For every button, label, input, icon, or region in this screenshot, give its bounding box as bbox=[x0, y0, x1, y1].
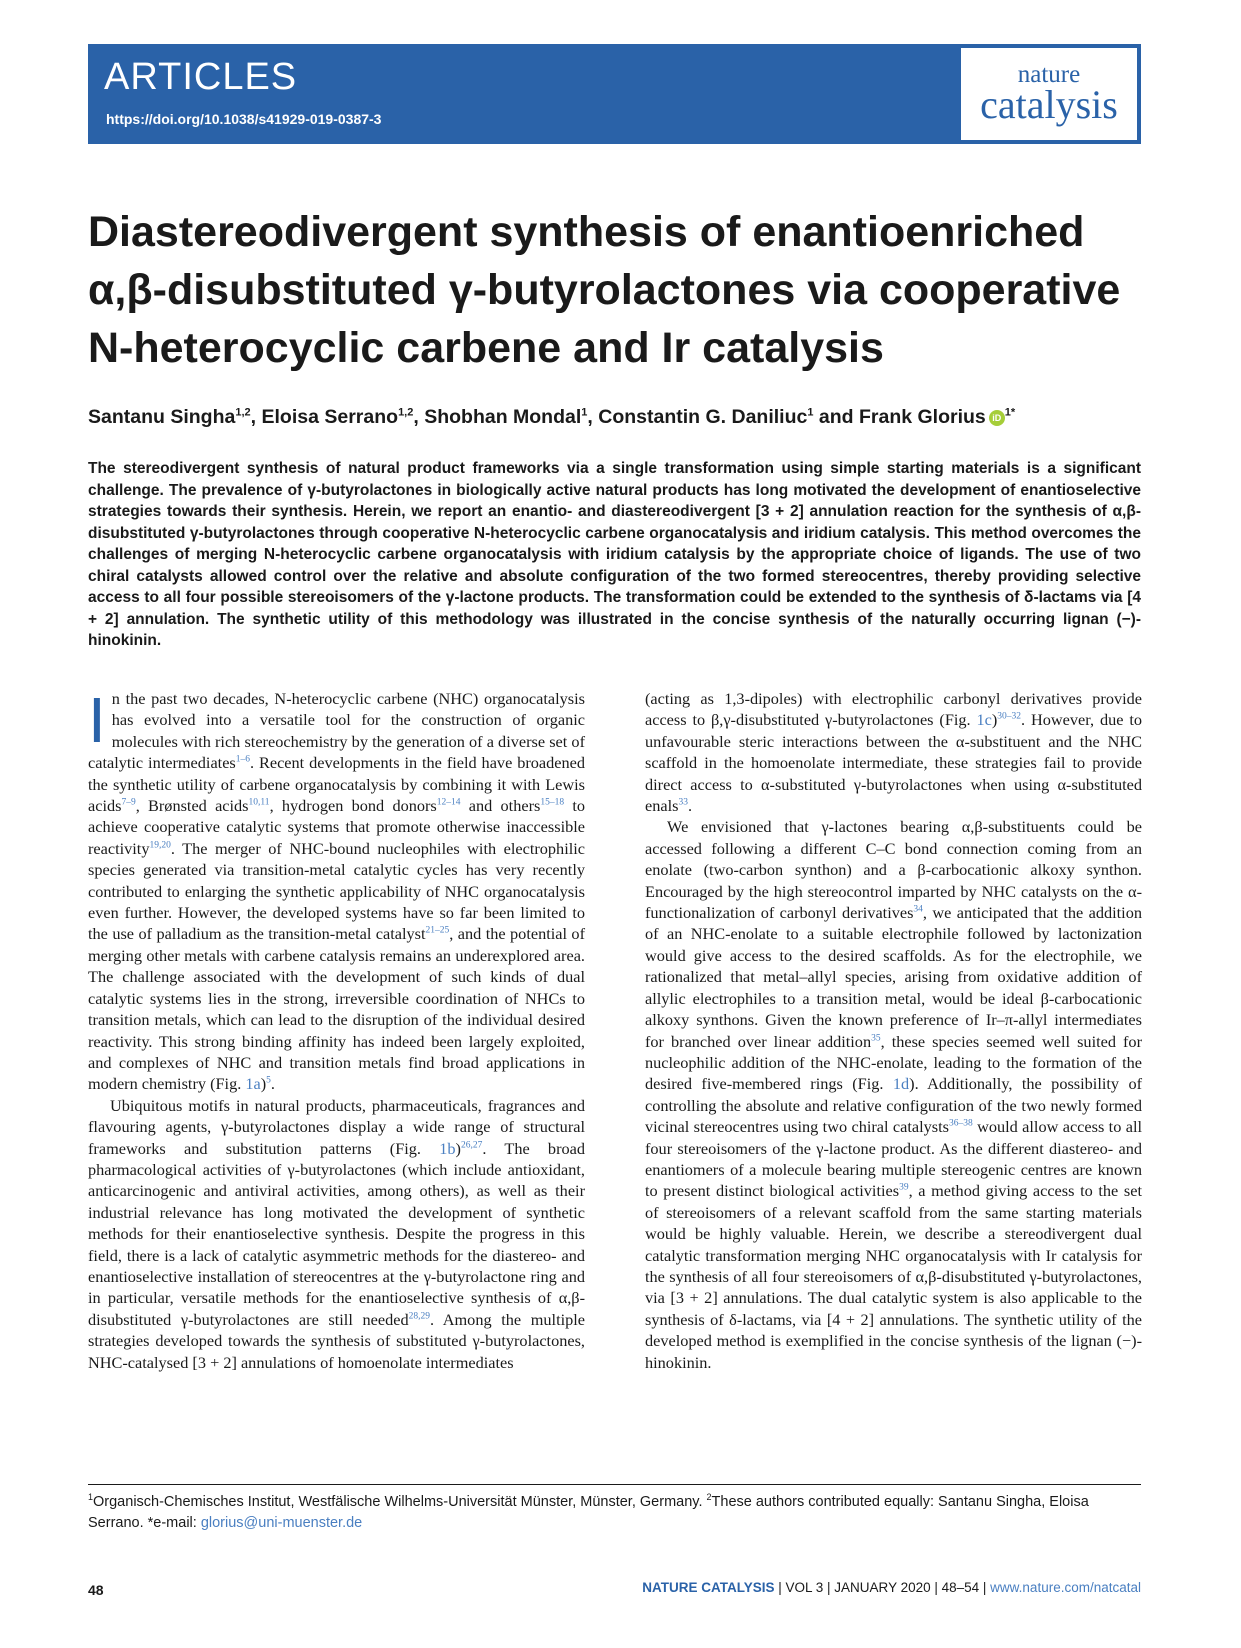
body-column-left bbox=[88, 684, 586, 1373]
body-text: and others bbox=[460, 796, 541, 816]
body-text: ). Additionally, the possibility of controlling the absolute and relative configuration of the two newly formed vicinal stereocentres using two chiral catalysts bbox=[645, 1074, 1143, 1137]
figure-link[interactable]: 1b bbox=[439, 1138, 456, 1158]
citation-ref[interactable]: 30–32 bbox=[997, 711, 1022, 722]
citation-ref[interactable]: 28,29 bbox=[408, 1311, 430, 1322]
body-text: n the past two decades, N-heterocyclic carbene (NHC) organocatalysis has evolved into a versatile tool for the construction of organic molecules with rich stereochemistry by the generation of a diverse set of catalytic intermediates bbox=[88, 689, 585, 773]
body-text: We envisioned that γ-lactones bearing α,β-substituents could be accessed following a different C–C bond connection coming from an enolate (two-carbon synthon) and a β-carbocationic alkoxy synthon. Encouraged by the high stereocontrol imparted by NHC catalysts on the α-functionalization of carbonyl derivatives bbox=[645, 817, 1142, 923]
author-affiliation: 1,2 bbox=[398, 406, 414, 419]
footnote-divider bbox=[88, 1484, 1141, 1485]
author-name: Santanu Singha bbox=[88, 406, 236, 428]
doi-link[interactable]: https://doi.org/10.1038/s41929-019-0387-3 bbox=[106, 111, 382, 127]
affiliation-footnote bbox=[88, 1492, 1141, 1534]
body-text: . Among the multiple strategies developed towards the synthesis of substituted γ-butyrolactones, NHC-catalysed [3 + 2] annulations of homoenolate intermediates bbox=[88, 1309, 586, 1372]
body-text: ) bbox=[455, 1138, 461, 1158]
citation-ref[interactable]: 34 bbox=[913, 904, 923, 915]
body-text: ) bbox=[260, 1074, 267, 1094]
author-name: Constantin G. Daniliuc bbox=[598, 406, 808, 428]
page-number: 48 bbox=[88, 1582, 104, 1598]
author-name: Frank Glorius bbox=[858, 406, 986, 428]
body-text: . However, due to unfavourable steric interactions between the α-substituent and the NHC scaffold in the homoenolate intermediate, these strategies fail to provide direct access to α-substituted γ-butyrolactones when using α-substituted enals bbox=[645, 710, 1143, 816]
body-text: (acting as 1,3-dipoles) with electrophilic carbonyl derivatives provide access to β,γ-disubstituted γ-butyrolactones (Fig. bbox=[645, 689, 1142, 730]
body-text: . bbox=[270, 1074, 275, 1094]
author-name: Eloisa Serrano bbox=[261, 406, 399, 428]
figure-link[interactable]: 1c bbox=[976, 710, 992, 730]
citation-ref[interactable]: 12–14 bbox=[436, 797, 461, 808]
citation-ref[interactable]: 15–18 bbox=[540, 797, 565, 808]
email-link[interactable]: glorius@uni-muenster.de bbox=[200, 1515, 363, 1531]
citation-ref[interactable]: 1–6 bbox=[235, 754, 251, 765]
author-affiliation: 1 bbox=[581, 406, 588, 419]
body-text: , these species seemed well suited for nucleophilic addition of the NHC-enolate, leading to the formation of the desired five-membered rings (Fig. bbox=[645, 1031, 1142, 1094]
body-paragraph bbox=[645, 688, 1142, 816]
body-text: , and the potential of merging other metals with carbene catalysis remains an underexplored area. The challenge associated with the development of such kinds of dual catalytic systems lies in the strong, irreversible coordination of NHCs to transition metals, which can lead to the disruption of the individual desired reactivity. This strong binding affinity has indeed been largely exploited, and complexes of NHC and transition metals find broad applications in modern chemistry (Fig. bbox=[88, 924, 585, 1094]
author-affiliation: 1* bbox=[1004, 406, 1016, 419]
figure-link[interactable]: 1d bbox=[892, 1074, 910, 1094]
body-paragraph bbox=[88, 684, 586, 1095]
affiliation-text: Organisch-Chemisches Institut, Westfälische Wilhelms-Universität Münster, Münster, Germany. bbox=[93, 1494, 707, 1510]
author-affiliation: 1 bbox=[807, 406, 814, 419]
body-text: , hydrogen bond donors bbox=[269, 796, 437, 816]
body-text: . The broad pharmacological activities of γ-butyrolactones (which include antioxidant, anticarcinogenic and antiviral activities, among others), as well as their industrial relevance has long motivated the development of synthetic methods for their enantioselective synthesis. Despite the progress in this field, there is a lack of catalytic asymmetric methods for the diastereo- and enantioselective installation of stereocentres at the γ-butyrolactone ring and in particular, versatile methods for the enantioselective synthesis of α,β-disubstituted γ-butyrolactones are still needed bbox=[88, 1138, 585, 1329]
article-banner bbox=[88, 44, 1141, 144]
journal-footer bbox=[642, 1580, 1141, 1595]
logo-text-catalysis: catalysis bbox=[980, 82, 1118, 127]
issue-details: | VOL 3 | JANUARY 2020 | 48–54 | bbox=[774, 1580, 991, 1595]
body-text: ) bbox=[991, 710, 998, 730]
drop-cap: I bbox=[88, 684, 106, 756]
citation-ref[interactable]: 7–9 bbox=[121, 797, 136, 808]
citation-ref[interactable]: 35 bbox=[871, 1033, 881, 1044]
body-paragraph bbox=[645, 816, 1142, 1373]
author-list: Santanu Singha$^{1,2}$, Eloisa Serrano$^{1,2}$, Shobhan Mondal$^1$, Constantin G. Daniliuc$^1$ and Frank Glorius iD $^{1*}$ bbox=[88, 406, 1016, 428]
equal-contribution-text: These authors contributed equally: Santanu Singha, Eloisa Serrano. *e-mail: bbox=[88, 1494, 1089, 1531]
author-affiliation: 1,2 bbox=[235, 406, 251, 419]
body-text: , we anticipated that the addition of an NHC-enolate to a suitable electrophile followed by lactonization would give access to the desired scaffolds. As for the electrophile, we rationalized that metal–allyl species, arising from oxidative addition of allylic electrophiles to a transition metal, would be ideal β-carbocationic alkoxy synthons. Given the known preference of Ir–π-allyl intermediates for branched over linear addition bbox=[645, 903, 1142, 1051]
orcid-icon[interactable]: iD bbox=[989, 410, 1005, 426]
journal-url[interactable]: www.nature.com/natcatal bbox=[990, 1580, 1141, 1595]
body-text: Ubiquitous motifs in natural products, pharmaceuticals, fragrances and flavouring agents, γ-butyrolactones display a wide range of structural frameworks and substitution patterns (Fig. bbox=[88, 1095, 585, 1158]
citation-ref[interactable]: 5 bbox=[266, 1075, 271, 1086]
body-text: , a method giving access to the set of stereoisomers of a relevant scaffold from the same starting materials would be highly valuable. Herein, we describe a stereodivergent dual catalytic transformation merging NHC organocatalysis with Ir catalysis for the synthesis of all four stereoisomers of α,β-disubstituted γ-butyrolactones, via [3 + 2] annulations. The dual catalytic system is also applicable to the synthesis of δ-lactams, via [4 + 2] annulations. The synthetic utility of the developed method is exemplified in the concise synthesis of the lignan (−)-hinokinin. bbox=[645, 1181, 1143, 1372]
citation-ref[interactable]: 26,27 bbox=[460, 1140, 483, 1151]
author-name: Shobhan Mondal bbox=[424, 406, 582, 428]
body-text: would allow access to all four stereoisomers of the γ-lactone product. As the different diastereo- and enantiomers of a molecule bearing multiple stereogenic centres are known to present distinct biological activities bbox=[645, 1117, 1142, 1201]
footnote-mark: 2 bbox=[706, 1492, 712, 1503]
body-paragraph bbox=[88, 1095, 585, 1373]
citation-ref[interactable]: 19,20 bbox=[149, 840, 171, 851]
citation-ref[interactable]: 39 bbox=[899, 1182, 909, 1193]
article-type: ARTICLES bbox=[104, 56, 298, 98]
footnote-mark: 1 bbox=[88, 1492, 94, 1503]
author-conjunction: and bbox=[818, 406, 854, 428]
article-title: Diastereodivergent synthesis of enantioenriched α,β-disubstituted γ-butyrolactones via cooperative N-heterocyclic carbene and Ir catalysis bbox=[88, 208, 1121, 372]
citation-ref[interactable]: 33 bbox=[678, 797, 688, 808]
body-text: . Recent developments in the field have broadened the synthetic utility of carbene organocatalysis by combining it with Lewis acids bbox=[88, 753, 586, 816]
citation-ref[interactable]: 36–38 bbox=[948, 1118, 973, 1129]
citation-ref[interactable]: 10,11 bbox=[248, 797, 270, 808]
body-text: . bbox=[687, 796, 693, 816]
journal-logo bbox=[961, 48, 1137, 140]
logo-text-nature: nature bbox=[1017, 61, 1081, 88]
body-text: to achieve cooperative catalytic systems that promote otherwise inaccessible reactivity bbox=[88, 796, 586, 858]
abstract: The stereodivergent synthesis of natural product frameworks via a single transformation using simple starting materials is a significant challenge. The prevalence of γ-butyrolactones in biologically active natural products has long motivated the development of enantioselective strategies towards their synthesis. Herein, we report an enantio- and diastereodivergent [3 + 2] annulation reaction for the synthesis of α,β-disubstituted γ-butyrolactones through cooperative N-heterocyclic carbene organocatalysis and iridium catalysis. This method overcomes the challenges of merging N-heterocyclic carbene organocatalysis with iridium catalysis by the appropriate choice of ligands. The use of two chiral catalysts allowed control over the relative and absolute configuration of the two formed stereocentres, thereby providing selective access to all four possible stereoisomers of the γ-lactone products. The transformation could be extended to the synthesis of δ-lactams via [4 + 2] annulation. The synthetic utility of this methodology was illustrated in the concise synthesis of the naturally occurring lignan (−)-hinokinin. bbox=[88, 460, 1141, 649]
journal-name: NATURE CATALYSIS bbox=[642, 1580, 775, 1595]
body-text: . The merger of NHC-bound nucleophiles with electrophilic species generated via transition-metal catalytic cycles has very recently contributed to enlarging the synthetic applicability of NHC organocatalysis even further. However, the developed systems have so far been limited to the use of palladium as the transition-metal catalyst bbox=[88, 838, 585, 944]
citation-ref[interactable]: 21–25 bbox=[425, 926, 450, 937]
body-text: , Brønsted acids bbox=[135, 796, 249, 816]
body-column-right bbox=[645, 688, 1142, 1373]
figure-link[interactable]: 1a bbox=[245, 1074, 261, 1094]
